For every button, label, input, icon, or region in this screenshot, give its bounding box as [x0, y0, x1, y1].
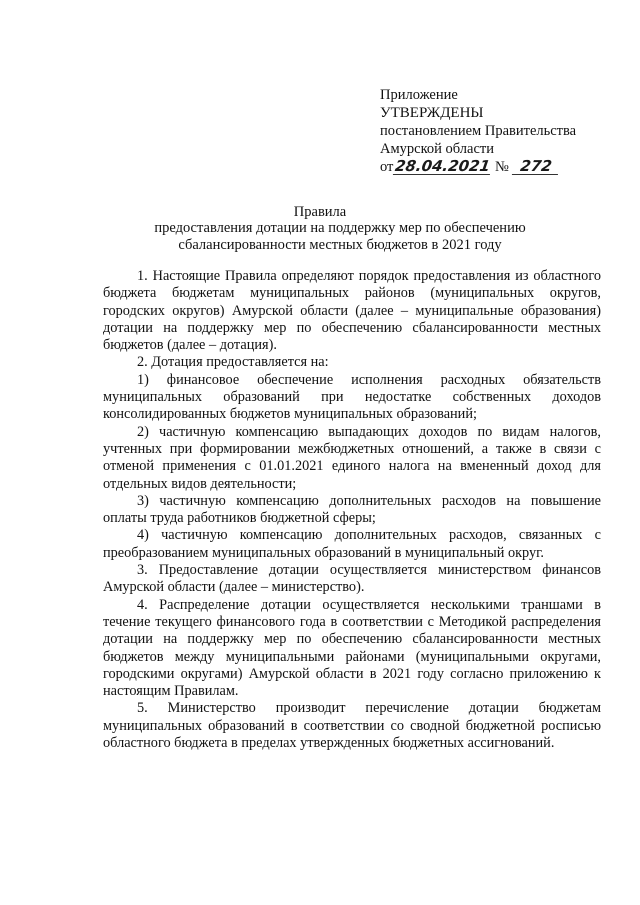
paragraph-2-item-3: 3) частичную компенсацию дополнительных расходов на повышение оплаты труда работников бюджетной сферы; — [103, 492, 601, 527]
number-sign: № — [494, 159, 509, 175]
appendix-label: Приложение — [380, 87, 458, 103]
paragraph-2: 2. Дотация предоставляется на: — [137, 354, 329, 371]
document-body — [103, 268, 601, 752]
region-label: Амурской области — [380, 141, 494, 157]
approval-block — [380, 86, 576, 176]
paragraph-1: 1. Настоящие Правила определяют порядок предоставления из областного бюджета бюджетам муниципальных районов (муниципальных округов, городских округов) Амурской области (далее – муниципальные образования) дотации на поддержку мер по обеспечению сбалансированности местных бюджетов (далее – дотация). — [103, 268, 601, 354]
date-prefix: от — [380, 159, 394, 175]
paragraph-4: 4. Распределение дотации осуществляется несколькими траншами в течение текущего финансового года в соответствии с Методикой распределения дотации на поддержку мер по обеспечению сбалансированности местных бюджетов между муниципальными районами (муниципальными округами, городскими округами) Амурской области в 2021 году согласно приложению к настоящим Правилам. — [103, 596, 601, 700]
resolution-label: постановлением Правительства — [380, 123, 577, 139]
handwritten-number: 272 — [512, 159, 560, 175]
date-number-line — [380, 158, 576, 176]
approved-label: УТВЕРЖДЕНЫ — [380, 105, 484, 121]
paragraph-2-item-1: 1) финансовое обеспечение исполнения расходных обязательств муниципальных образований при недостатке собственных доходов консолидированных бюджетов муниципальных образований; — [103, 371, 601, 423]
paragraph-5: 5. Министерство производит перечисление дотации бюджетам муниципальных образований в соответствии со сводной бюджетной росписью областного бюджета в пределах утвержденных бюджетных ассигнований. — [103, 700, 601, 752]
document-subtitle: предоставления дотации на поддержку мер по обеспечению сбалансированности местных бюджетов в 2021 году — [154, 220, 526, 253]
paragraph-2-item-2: 2) частичную компенсацию выпадающих доходов по видам налогов, учтенных при формировании межбюджетных отношений, а также в связи с отменой применения с 01.01.2021 единого налога на вмененный доход для отдельных видов деятельности; — [103, 423, 601, 492]
handwritten-date: 28.04.2021 — [394, 157, 492, 175]
paragraph-3: 3. Предоставление дотации осуществляется министерством финансов Амурской области (далее – министерство). — [103, 562, 601, 596]
document-title: Правила — [293, 204, 347, 220]
paragraph-2-item-4: 4) частичную компенсацию дополнительных расходов, связанных с преобразованием муниципальных образований в муниципальный округ. — [103, 527, 601, 561]
